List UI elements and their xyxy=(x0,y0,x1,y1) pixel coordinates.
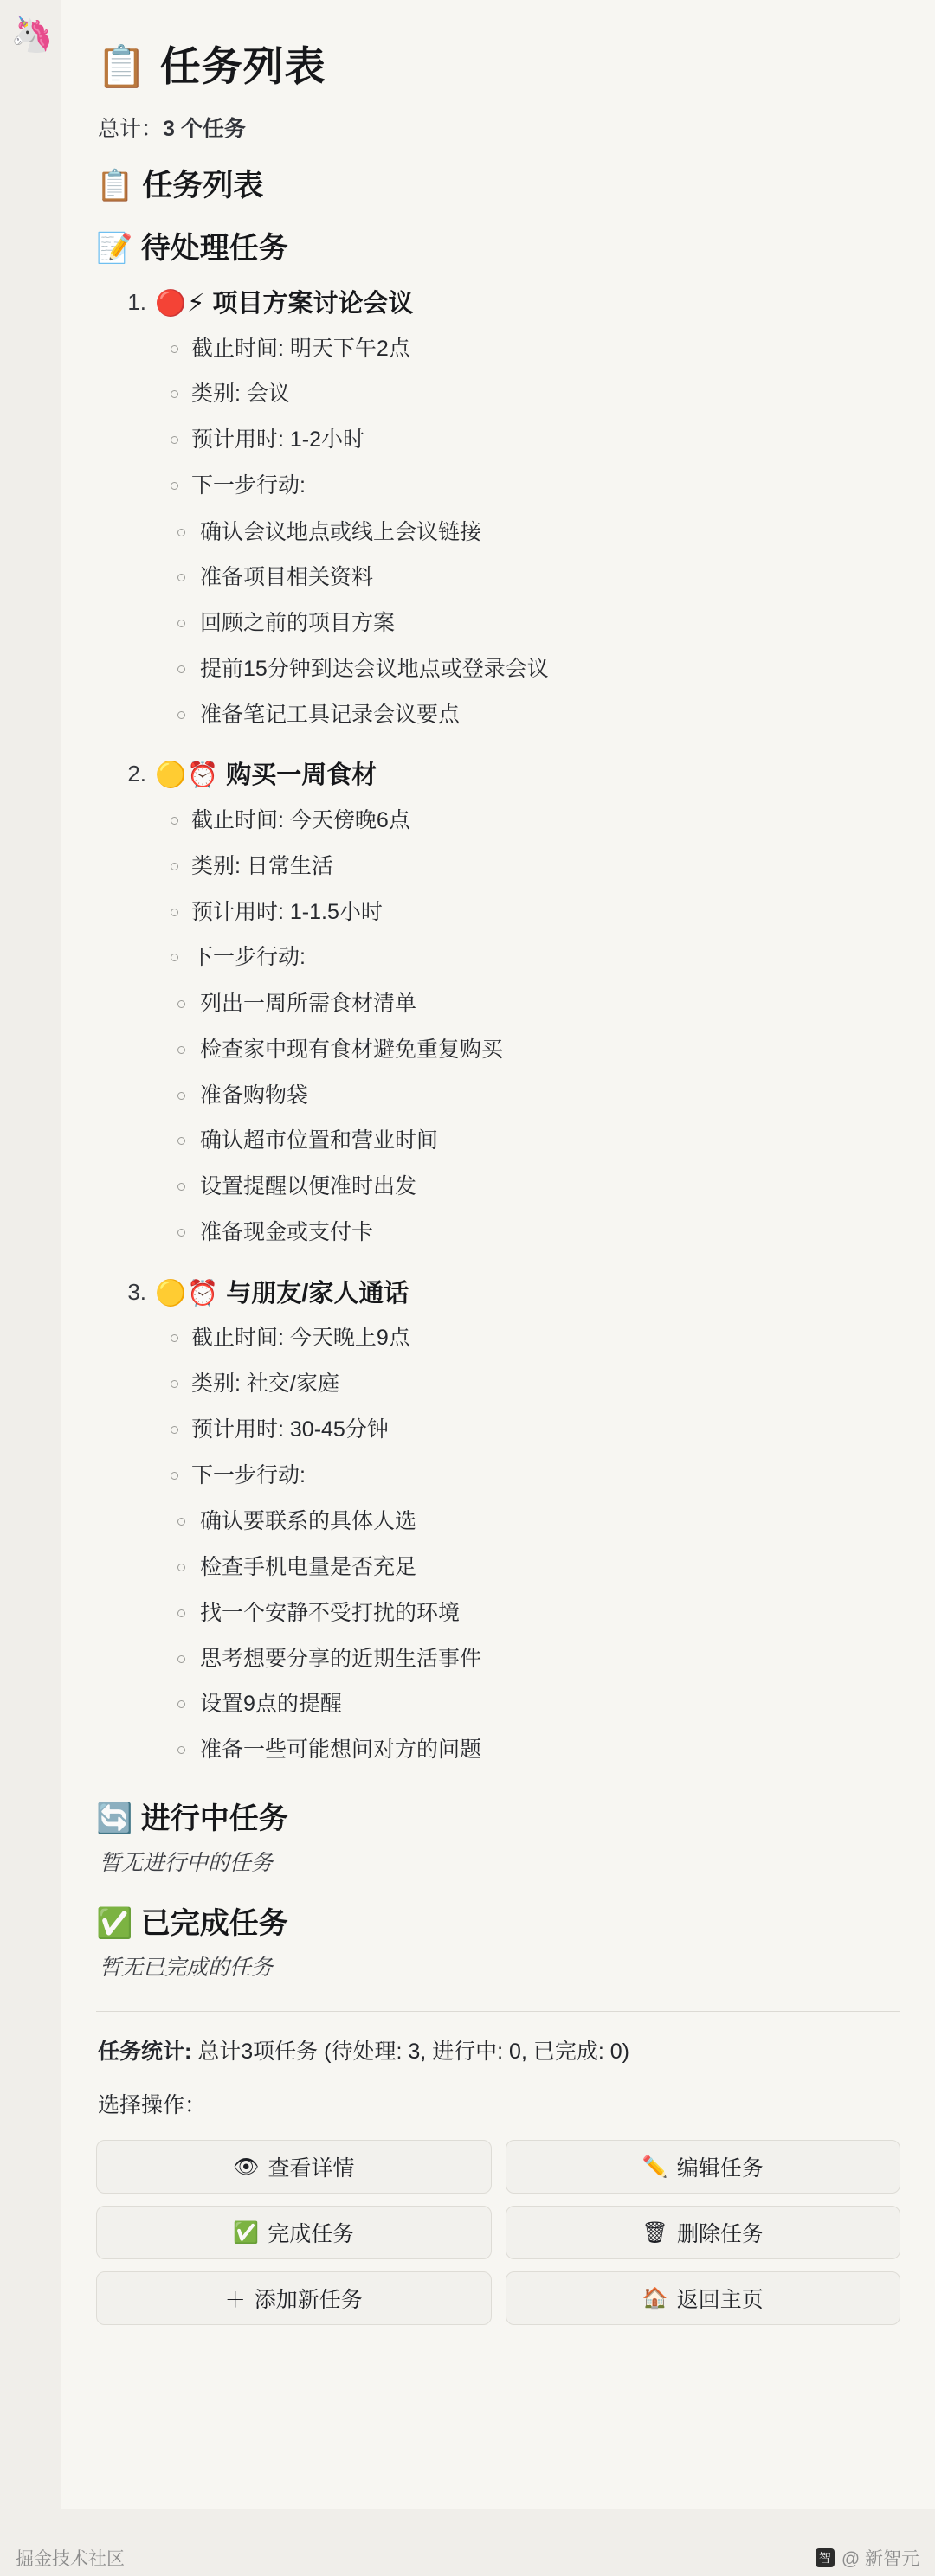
task-meta-item: 类别: 日常生活 xyxy=(191,852,900,882)
task-number: 2. xyxy=(127,761,146,787)
task-item[interactable] xyxy=(127,759,900,1247)
task-step-item: 思考想要分享的近期生活事件 xyxy=(200,1645,900,1674)
footer-right xyxy=(816,2545,919,2571)
eye-icon: 👁 xyxy=(233,2154,260,2179)
edit-task-button[interactable] xyxy=(506,2140,901,2194)
task-step-item: 确认超市位置和营业时间 xyxy=(200,1127,900,1156)
home-button[interactable] xyxy=(506,2271,901,2325)
task-meta-item: 截止时间: 今天晚上9点 xyxy=(191,1324,900,1353)
edit-task-label: 编辑任务 xyxy=(676,2155,764,2181)
footer xyxy=(0,2545,935,2571)
done-empty-note: 暂无已完成的任务 xyxy=(100,1955,274,1980)
task-title xyxy=(155,1277,900,1311)
task-number: 3. xyxy=(127,1278,146,1305)
task-steps-list xyxy=(155,1507,900,1765)
plus-icon: ＋ xyxy=(224,2288,246,2313)
task-step-item: 提前15分钟到达会议地点或登录会议 xyxy=(200,655,900,684)
task-title xyxy=(155,287,900,321)
content-sheet xyxy=(61,0,935,2509)
task-stats-value: 总计3项任务 (待处理: 3, 进行中: 0, 已完成: 0) xyxy=(197,2039,629,2064)
brand-logo-icon: 智 xyxy=(816,2548,835,2567)
task-meta-item: 截止时间: 明天下午2点 xyxy=(191,335,900,364)
task-title-text: 项目方案讨论会议 xyxy=(212,290,414,318)
task-step-item: 列出一周所需食材清单 xyxy=(200,990,900,1019)
task-step-item: 准备一些可能想问对方的问题 xyxy=(200,1736,900,1765)
task-step-item: 设置提醒以便准时出发 xyxy=(200,1172,900,1202)
total-summary xyxy=(98,112,900,143)
task-step-item: 准备项目相关资料 xyxy=(200,563,900,593)
task-title-text: 与朋友/家人通话 xyxy=(226,1279,409,1307)
task-step-item: 准备现金或支付卡 xyxy=(200,1218,900,1248)
priority-badges-icon: 🟡⏰ xyxy=(155,1277,220,1307)
complete-task-button[interactable] xyxy=(96,2206,492,2259)
check-mark-icon: ✅ xyxy=(96,1905,133,1941)
task-step-item: 检查手机电量是否充足 xyxy=(200,1553,900,1583)
task-steps-list xyxy=(155,518,900,730)
section-done xyxy=(96,1899,900,1942)
task-step-item: 检查家中现有食材避免重复购买 xyxy=(200,1036,900,1065)
total-value: 3 个任务 xyxy=(163,117,246,141)
task-step-item: 找一个安静不受打扰的环境 xyxy=(200,1599,900,1628)
clipboard-icon: 📋 xyxy=(96,43,148,91)
task-meta-item: 类别: 会议 xyxy=(191,380,900,409)
task-meta-item: 下一步行动: xyxy=(191,1461,900,1491)
task-meta-item: 截止时间: 今天傍晚6点 xyxy=(191,806,900,836)
task-meta-list xyxy=(155,335,900,501)
section-done-label: 已完成任务 xyxy=(140,1906,288,1940)
footer-left-text: 掘金技术社区 xyxy=(16,2549,125,2569)
view-details-button[interactable] xyxy=(96,2140,492,2194)
task-meta-list xyxy=(155,806,900,973)
section-task-list xyxy=(96,162,900,205)
action-button-grid xyxy=(96,2140,900,2325)
task-step-item: 准备购物袋 xyxy=(200,1082,900,1111)
app-avatar-icon: 🦄 xyxy=(10,15,54,55)
divider xyxy=(96,2011,900,2012)
page-title xyxy=(96,35,900,93)
task-meta-item: 下一步行动: xyxy=(191,943,900,973)
task-step-item: 确认会议地点或线上会议链接 xyxy=(200,518,900,548)
task-meta-item: 预计用时: 1-1.5小时 xyxy=(191,898,900,928)
page-title-text: 任务列表 xyxy=(159,43,326,89)
delete-task-button[interactable] xyxy=(506,2206,901,2259)
memo-icon: 📝 xyxy=(96,231,133,266)
priority-badges-icon: 🔴⚡ xyxy=(155,288,206,318)
add-task-label: 添加新任务 xyxy=(254,2287,363,2312)
task-step-item: 回顾之前的项目方案 xyxy=(200,609,900,639)
task-meta-item: 预计用时: 30-45分钟 xyxy=(191,1416,900,1445)
trash-icon: 🗑 xyxy=(642,2219,668,2245)
task-title xyxy=(155,759,900,793)
task-stats-label: 任务统计: xyxy=(98,2039,192,2064)
task-steps-list xyxy=(155,990,900,1248)
delete-task-label: 删除任务 xyxy=(676,2221,764,2246)
add-task-button[interactable] xyxy=(96,2271,492,2325)
task-meta-item: 下一步行动: xyxy=(191,472,900,501)
task-item[interactable] xyxy=(127,1277,900,1765)
total-label: 总计： xyxy=(98,117,164,141)
home-icon: 🏠 xyxy=(642,2285,668,2310)
home-label: 返回主页 xyxy=(676,2287,764,2312)
task-step-item: 设置9点的提醒 xyxy=(200,1690,900,1719)
refresh-icon: 🔄 xyxy=(96,1801,133,1836)
section-pending xyxy=(96,224,900,267)
task-item[interactable] xyxy=(127,287,900,729)
section-task-list-label: 任务列表 xyxy=(142,169,264,202)
task-number: 1. xyxy=(127,289,146,315)
section-inprogress-label: 进行中任务 xyxy=(140,1802,288,1835)
clipboard-icon: 📋 xyxy=(96,169,134,203)
task-step-item: 确认要联系的具体人选 xyxy=(200,1507,900,1537)
task-title-text: 购买一周食材 xyxy=(226,761,377,790)
view-details-label: 查看详情 xyxy=(268,2155,355,2181)
task-meta-item: 预计用时: 1-2小时 xyxy=(191,426,900,455)
task-meta-item: 类别: 社交/家庭 xyxy=(191,1370,900,1399)
pencil-icon: ✏️ xyxy=(642,2154,668,2179)
task-stats xyxy=(98,2034,900,2065)
section-pending-label: 待处理任务 xyxy=(140,232,288,265)
section-inprogress xyxy=(96,1795,900,1837)
priority-badges-icon: 🟡⏰ xyxy=(155,760,220,790)
footer-right-text: @ 新智元 xyxy=(841,2549,919,2569)
task-step-item: 准备笔记工具记录会议要点 xyxy=(200,701,900,730)
task-meta-list xyxy=(155,1324,900,1490)
choose-action-label: 选择操作： xyxy=(98,2092,207,2117)
check-mark-icon: ✅ xyxy=(233,2219,260,2245)
complete-task-label: 完成任务 xyxy=(268,2221,355,2246)
inprogress-empty-note: 暂无进行中的任务 xyxy=(100,1850,274,1875)
task-list xyxy=(96,287,900,1765)
